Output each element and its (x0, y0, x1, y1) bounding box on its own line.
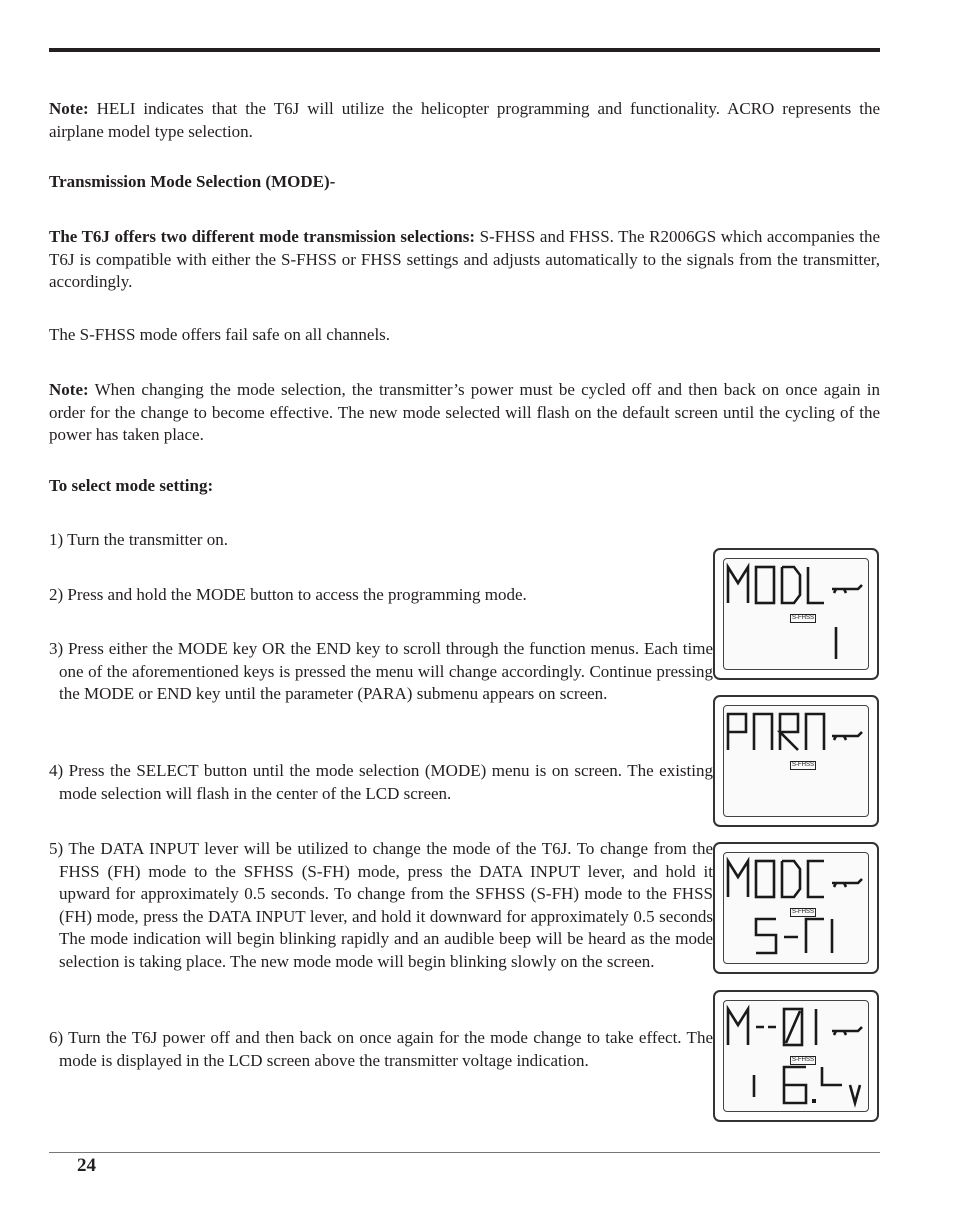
lcd-badge: S-FHSS (792, 1057, 815, 1063)
note-text: When changing the mode selection, the transmitter’s power must be cycled off and then back on once again in order for the change to become effective. The new mode selected will flash on the default screen until the cycling of the power has taken place. (49, 380, 880, 444)
step-5: 5) The DATA INPUT lever will be utilized to change the mode of the T6J. To change from the FHSS (FH) mode to the SFHSS (S-FH) mode, press the DATA INPUT lever, and hold it upward for approximately 0.5 seconds. To change from the SFHSS (S-FH) mode to the FHSS (FH) mode, press the DATA INPUT lever, and hold it downward for approximately 0.5 seconds The mode indication will begin blinking rapidly and an audible beep will be heard as the mode selection is taking place. The new mode mode will begin blinking slowly on the screen. (49, 839, 713, 971)
lcd-screen-model-voltage (713, 990, 879, 1122)
note-power-cycle (49, 379, 880, 447)
note-label: Note: (49, 380, 89, 399)
section-heading-select-mode: To select mode setting: (49, 476, 214, 495)
step-3: 3) Press either the MODE key OR the END key to scroll through the function menus. Each time one of the aforementioned keys is pressed the menu will change accordingly. Continue pressing the MODE or END key until the parameter (PARA) submenu appears on screen. (49, 639, 713, 703)
section-heading-transmission-mode: Transmission Mode Selection (MODE)- (49, 172, 336, 191)
step-1: 1) Turn the transmitter on. (49, 530, 228, 549)
note-heli-acro (49, 98, 880, 143)
intro-bold: The T6J offers two different mode transmission selections: (49, 227, 476, 246)
step-4: 4) Press the SELECT button until the mode selection (MODE) menu is on screen. The existing mode selection will flash in the center of the LCD screen. (49, 761, 713, 803)
lcd-display (723, 705, 869, 817)
lcd-screen-mode (713, 842, 879, 974)
note-text: HELI indicates that the T6J will utilize the helicopter programming and functionality. ACRO represents the airplane model type selection. (49, 99, 880, 141)
intro-text: S-FHSS and FHSS. The R2006GS which accompanies the T6J is compatible with either the S-FHSS or FHSS settings and adjusts automatically to the signals from the transmitter, accordingly. (49, 227, 880, 291)
step-2: 2) Press and hold the MODE button to access the programming mode. (49, 585, 527, 604)
lcd-badge: S-FHSS (792, 762, 815, 768)
lcd-screen-modl (713, 548, 879, 680)
failsafe-paragraph: The S-FHSS mode offers fail safe on all channels. (49, 325, 391, 344)
page-number: 24 (77, 1155, 96, 1176)
intro-paragraph (49, 226, 880, 294)
lcd-display (723, 852, 869, 964)
top-rule (49, 48, 880, 52)
lcd-badge: S-FHSS (792, 615, 815, 621)
lcd-badge: S-FHSS (792, 909, 815, 915)
bottom-rule (49, 1152, 880, 1153)
step-6: 6) Turn the T6J power off and then back on once again for the mode change to take effect. The mode is displayed in the LCD screen above the transmitter voltage indication. (49, 1028, 713, 1070)
lcd-display (723, 558, 869, 670)
lcd-screen-para (713, 695, 879, 827)
lcd-display (723, 1000, 869, 1112)
note-label: Note: (49, 99, 89, 118)
